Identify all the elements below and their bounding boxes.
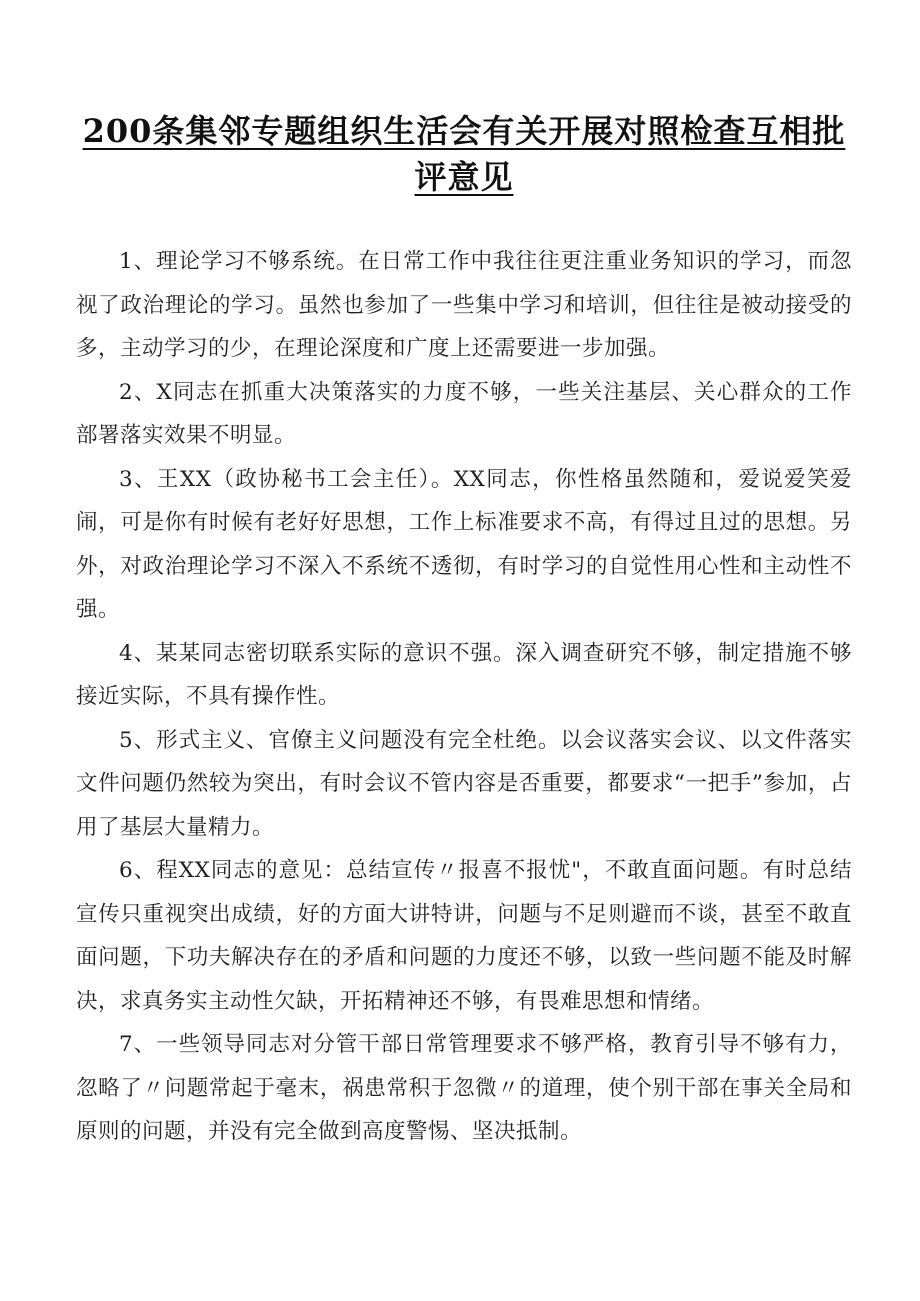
paragraph-5: 5、形式主义、官僚主义问题没有完全杜绝。以会议落实会议、以文件落实文件问题仍然较为突出，有时会议不管内容是否重要，都要求“一把手”参加，占用了基层大量精力。 [76, 727, 852, 840]
paragraph-4: 4、某某同志密切联系实际的意识不强。深入调查研究不够，制定措施不够接近实际，不具有操作性。 [76, 640, 852, 709]
paragraph-6: 6、程XX同志的意见：总结宣传〃报喜不报忧"，不敢直面问题。有时总结宣传只重视突出成绩，好的方面大讲特讲，问题与不足则避而不谈，甚至不敢直面问题，下功夫解决存在的矛盾和问题的力度还不够，以致一些问题不能及时解决，求真务实主动性欠缺，开拓精神还不够，有畏难思想和情绪。 [76, 858, 852, 1014]
document-title: 200条集邻专题组织生活会有关开展对照检查互相批评意见 [82, 112, 846, 196]
paragraph-7: 7、一些领导同志对分管干部日常管理要求不够严格，教育引导不够有力，忽略了〃问题常起于毫末，祸患常积于忽微〃的道理，使个别干部在事关全局和原则的问题，并没有完全做到高度警惕、坚决抵制。 [76, 1032, 852, 1144]
paragraph-1: 1、理论学习不够系统。在日常工作中我往往更注重业务知识的学习，而忽视了政治理论的学习。虽然也参加了一些集中学习和培训，但往往是被动接受的多，主动学习的少，在理论深度和广度上还需要进一步加强。 [76, 249, 852, 361]
paragraph-2: 2、X同志在抓重大决策落实的力度不够，一些关注基层、关心群众的工作部署落实效果不明显。 [76, 379, 852, 448]
paragraph-3: 3、王XX（政协秘书工会主任）。XX同志，你性格虽然随和，爱说爱笑爱闹，可是你有时候有老好好思想，工作上标准要求不高，有得过且过的思想。另外，对政治理论学习不深入不系统不透彻，有时学习的自觉性用心性和主动性不强。 [76, 466, 852, 622]
